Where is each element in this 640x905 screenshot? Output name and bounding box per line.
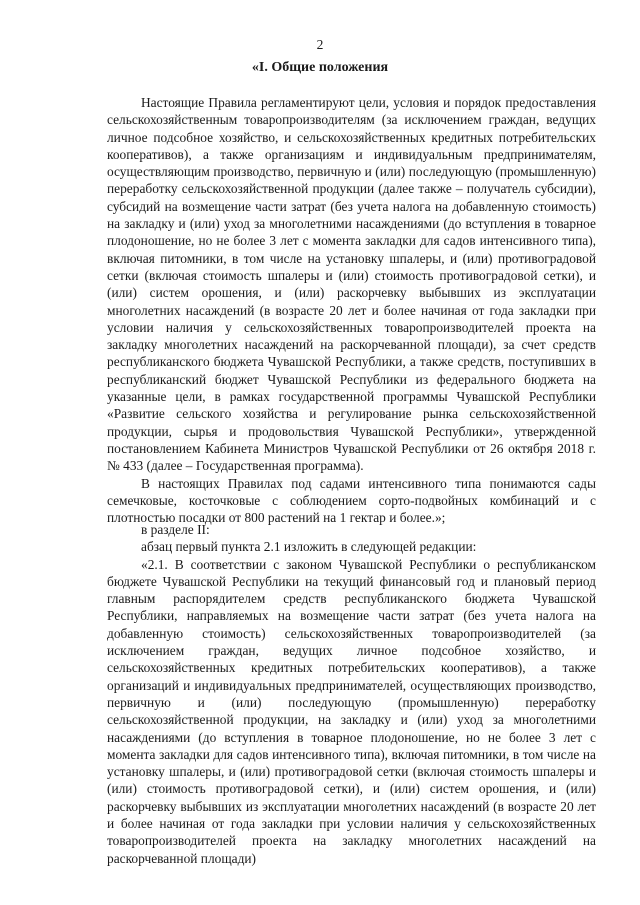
paragraph: в разделе II: (141, 522, 210, 537)
paragraph: «2.1. В соответствии с законом Чувашской Республики о республиканском бюджете Чувашской Республики на текущий финансовый год и плановый период главным распорядителем средств республиканского бюджета Чувашской Республики, направляемых на возмещение части затрат (без учета налога на добавленную стоимость) сельскохозяйственных товаропроизводителей (за исключением граждан, ведущих личное подсобное хозяйство, и сельскохозяйственных кредитных потребительских кооперативов), а также организаций и индивидуальных предпринимателей, осуществляющих производство, первичную и (или) последующую (промышленную) переработку сельскохозяйственной продукции, на закладку и (или) уход за многолетними насаждениями (до вступления в товарное плодоношение, но не более 3 лет с момента закладки для садов интенсивного типа), включая питомники, в том числе на установку шпалеры, и (или) противоградовой сетки (включая стоимость шпалеры и (или) стоимость противоградовой сетки), и (или) систем орошения, и (или) раскорчевку выбывших из эксплуатации многолетних насаждений (в возрасте 20 лет и более начиная от года закладки при условии наличия у сельскохозяйственных товаропроизводителей проекта на закладку многолетних насаждений на раскорчеванной площади) (107, 556, 596, 866)
page-number: 2 (316, 37, 324, 52)
paragraph: абзац первый пункта 2.1 изложить в следующей редакции: (141, 539, 477, 555)
paragraph: В настоящих Правилах под садами интенсивного типа понимаются сады семечковые, косточковые с соблюдением сорто-подвойных комбинаций и с плотностью посадки от 800 растений на 1 гектар и более.»; (107, 475, 596, 526)
body-text-part1 (107, 94, 596, 526)
paragraph: Настоящие Правила регламентируют цели, условия и порядок предоставления сельскохозяйственным товаропроизводителям (за исключением граждан, ведущих личное подсобное хозяйство, и сельскохозяйственных кредитных потребительских кооперативов), а также организациям и индивидуальным предпринимателям, осуществляющим производство, первичную и (или) последующую (промышленную) переработку сельскохозяйственной продукции (далее также – получатель субсидии), субсидий на возмещение части затрат (без учета налога на добавленную стоимость) на закладку и (или) уход за многолетними насаждениями (до вступления в товарное плодоношение, но не более 3 лет с момента закладки для садов интенсивного типа), включая питомники, в том числе на установку шпалеры, и (или) противоградовой сетки (включая стоимость шпалеры и (или) стоимость противоградовой сетки), и (или) систем орошения, и (или) раскорчевку выбывших из эксплуатации многолетних насаждений (в возрасте 20 лет и более начиная от года закладки при условии наличия у сельскохозяйственных товаропроизводителей проекта на закладку многолетних насаждений на раскорчеванной площади), за счет средств республиканского бюджета Чувашской Республики, а также средств, поступивших в республиканский бюджет Чувашской Республики из федерального бюджета на указанные цели, в рамках государственной программы Чувашской Республики «Развитие сельского хозяйства и регулирование рынка сельскохозяйственной продукции, сырья и продовольствия Чувашской Республики», утвержденной постановлением Кабинета Министров Чувашской Республики от 26 октября 2018 г. № 433 (далее – Государственная программа). (107, 95, 596, 474)
section-title: «I. Общие положения (251, 60, 389, 75)
body-text-part2 (107, 521, 596, 867)
